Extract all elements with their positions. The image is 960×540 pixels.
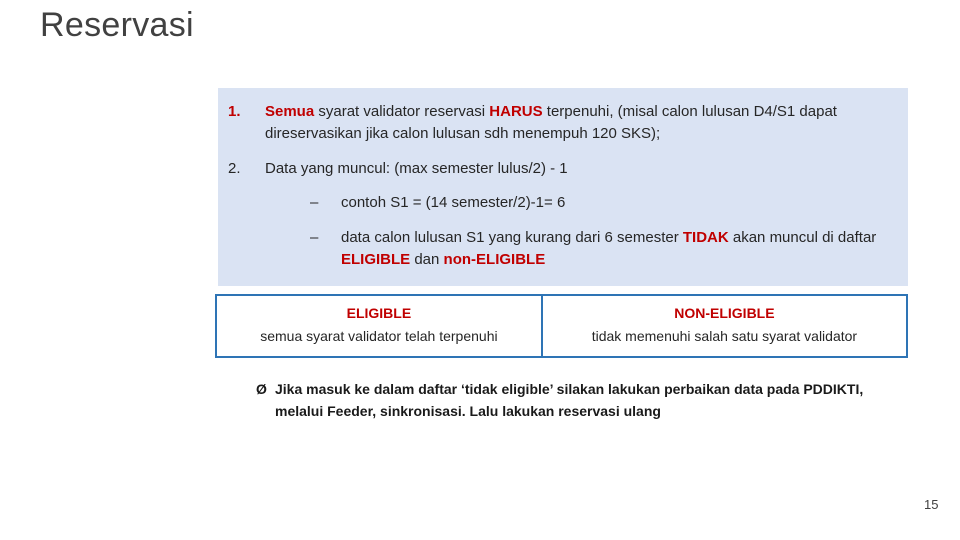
sub-list-item-1 — [310, 192, 892, 214]
item1-text — [265, 101, 892, 145]
text-segment: data calon lulusan S1 yang kurang dari 6 semester — [341, 229, 683, 246]
eligibility-table — [215, 294, 908, 358]
column-header-eligible: ELIGIBLE — [346, 305, 412, 321]
notes-box — [218, 88, 908, 286]
highlight-semua: Semua — [265, 103, 315, 120]
list-item-2 — [228, 158, 892, 180]
page-number: 15 — [924, 497, 939, 512]
highlight-eligible: ELIGIBLE — [341, 250, 411, 268]
page-title: Reservasi — [40, 6, 194, 44]
table-cell-eligible: semua syarat validator telah terpenuhi — [260, 327, 498, 344]
footer-note — [256, 379, 915, 422]
text-segment: syarat validator reservasi — [314, 103, 490, 120]
arrow-bullet-icon: Ø — [256, 381, 267, 397]
dash-bullet-icon: – — [310, 194, 319, 212]
table-column-eligible — [217, 296, 541, 356]
item2-text: Data yang muncul: (max semester lulus/2) - 1 — [265, 159, 568, 177]
column-header-non-eligible: NON-ELIGIBLE — [674, 305, 775, 321]
table-column-non-eligible — [541, 296, 906, 356]
footer-note-text: Jika masuk ke dalam daftar ‘tidak eligible’ silakan lakukan perbaikan data pada PDDIKTI, melalui Feeder, sinkronisasi. Lalu lakukan reservasi ulang — [275, 381, 864, 419]
list-item-1 — [228, 101, 892, 145]
table-cell-non-eligible: tidak memenuhi salah satu syarat validator — [591, 327, 858, 344]
highlight-tidak: TIDAK — [682, 229, 729, 246]
highlight-non-eligible: non-ELIGIBLE — [443, 250, 546, 268]
item2-number: 2. — [228, 159, 241, 177]
text-segment: dan — [410, 250, 444, 268]
highlight-harus: HARUS — [489, 103, 543, 120]
dash-bullet-icon: – — [310, 229, 319, 246]
item1-number: 1. — [228, 103, 241, 120]
text-segment: terpenuhi, (misal calon lulusan D4/S1 dapat direservasikan jika calon lulusan sdh menempuh 120 SKS); — [265, 103, 837, 142]
text-segment: akan muncul di daftar — [728, 229, 877, 246]
sub-list-item-2 — [310, 227, 892, 271]
sub-item2-text — [341, 227, 892, 271]
sub-item1-text: contoh S1 = (14 semester/2)-1= 6 — [341, 194, 566, 212]
